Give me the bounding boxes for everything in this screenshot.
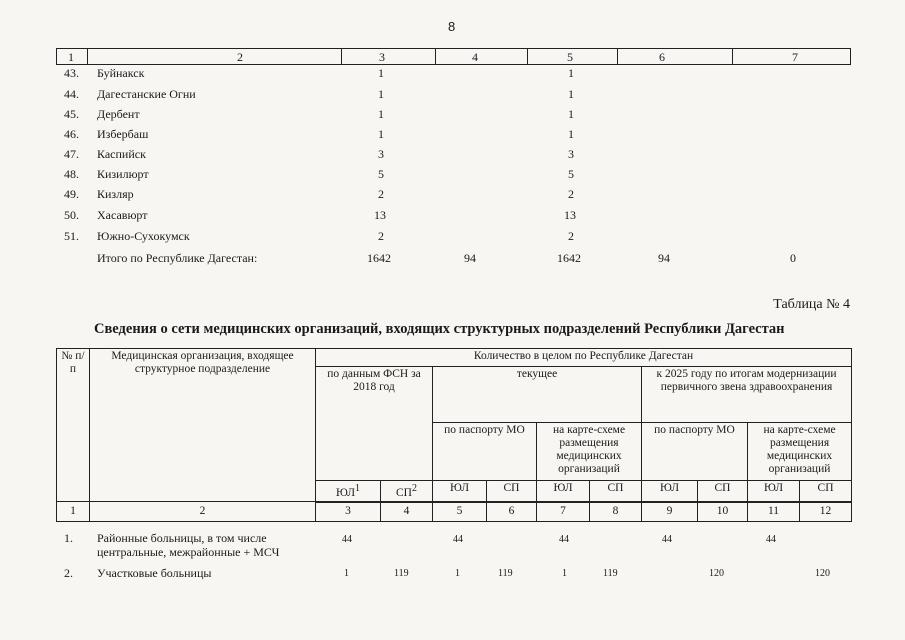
value-col7: 44	[559, 534, 569, 545]
col3-value: 1	[378, 87, 384, 101]
col-num: 12	[800, 502, 852, 522]
col3-value: 3	[378, 147, 384, 161]
col-num: 11	[748, 502, 800, 522]
col-num: 10	[698, 502, 748, 522]
table-caption: Таблица № 4	[773, 297, 850, 312]
header-current: текущее	[433, 367, 642, 423]
header-organization: Медицинская организация, входящее структурное подразделение	[90, 349, 316, 502]
col5-value: 2	[568, 187, 574, 201]
col5-value: 1	[568, 66, 574, 80]
value-col4: 119	[394, 568, 409, 579]
header-yul: ЮЛ	[537, 481, 590, 502]
table-row	[0, 187, 860, 207]
row-number: 1.	[64, 531, 73, 545]
col5-value: 2	[568, 229, 574, 243]
city-name: Южно-Сухокумск	[97, 229, 190, 243]
city-name: Хасавюрт	[97, 208, 148, 222]
value-col5: 1	[455, 568, 460, 579]
col3-value: 2	[378, 187, 384, 201]
total-col3: 1642	[367, 251, 391, 265]
organization-name: Районные больницы, в том числе центральные, межрайонные + МСЧ	[97, 531, 280, 559]
header-total: Количество в целом по Республике Дагестан	[316, 349, 852, 367]
col5-value: 5	[568, 167, 574, 181]
city-name: Избербаш	[97, 127, 149, 141]
header-sp: СП	[800, 481, 852, 502]
city-name: Буйнакск	[97, 66, 145, 80]
col5-value: 1	[568, 127, 574, 141]
t1-col-1: 1	[68, 50, 74, 64]
col3-value: 1	[378, 66, 384, 80]
col3-value: 2	[378, 229, 384, 243]
table-row	[0, 566, 860, 584]
row-number: 51.	[64, 229, 79, 243]
header-yul: ЮЛ	[748, 481, 800, 502]
organization-name: Участковые больницы	[97, 566, 212, 580]
table1-header	[56, 48, 851, 65]
value-col9: 44	[662, 534, 672, 545]
city-name: Дербент	[97, 107, 140, 121]
table-row	[0, 147, 860, 167]
total-col7: 0	[790, 251, 796, 265]
city-name: Кизляр	[97, 187, 134, 201]
row-number: 48.	[64, 167, 79, 181]
header-sp-fsn: $СП^2$	[381, 481, 433, 502]
header-passport-2025: по паспорту МО	[642, 423, 748, 481]
t1-col-2: 2	[237, 50, 243, 64]
table2	[56, 348, 852, 522]
row-number: 2.	[64, 566, 73, 580]
row-number: 50.	[64, 208, 79, 222]
city-name: Кизилюрт	[97, 167, 149, 181]
header-passport-current: по паспорту МО	[433, 423, 537, 481]
header-yul: ЮЛ	[642, 481, 698, 502]
table-row	[0, 208, 860, 228]
table-row	[0, 66, 860, 86]
header-sp: СП	[487, 481, 537, 502]
col3-value: 1	[378, 127, 384, 141]
col-num: 4	[381, 502, 433, 522]
total-col4: 94	[464, 251, 476, 265]
t1-col-6: 6	[659, 50, 665, 64]
col-num: 9	[642, 502, 698, 522]
value-col7: 1	[562, 568, 567, 579]
total-label: Итого по Республике Дагестан:	[97, 251, 258, 265]
col3-value: 1	[378, 107, 384, 121]
table-row	[0, 167, 860, 187]
total-row	[0, 251, 860, 271]
table-row	[0, 87, 860, 107]
row-number: 43.	[64, 66, 79, 80]
total-col6: 94	[658, 251, 670, 265]
col3-value: 5	[378, 167, 384, 181]
header-yul-fsn: $ЮЛ^1$	[316, 481, 381, 502]
header-yul: ЮЛ	[433, 481, 487, 502]
row-number: 46.	[64, 127, 79, 141]
col5-value: 3	[568, 147, 574, 161]
col5-value: 1	[568, 87, 574, 101]
document-title: Сведения о сети медицинских организаций, входящих структурных подразделений Республики Дагестан	[94, 321, 785, 337]
t1-col-3: 3	[379, 50, 385, 64]
col-num: 2	[90, 502, 316, 522]
header-fsn-2018: по данным ФСН за 2018 год	[316, 367, 433, 481]
value-col5: 44	[453, 534, 463, 545]
col-num: 5	[433, 502, 487, 522]
row-number: 47.	[64, 147, 79, 161]
value-col3: 44	[342, 534, 352, 545]
t1-col-7: 7	[792, 50, 798, 64]
col3-value: 13	[374, 208, 386, 222]
city-name: Дагестанские Огни	[97, 87, 196, 101]
row-number: 45.	[64, 107, 79, 121]
table-row	[0, 229, 860, 249]
column-numbers-row	[57, 502, 852, 522]
col-num: 8	[590, 502, 642, 522]
header-map-2025: на карте-схеме размещения медицинских организаций	[748, 423, 852, 481]
header-2025: к 2025 году по итогам модернизации первичного звена здравоохранения	[642, 367, 852, 423]
t1-col-5: 5	[567, 50, 573, 64]
row-number: 49.	[64, 187, 79, 201]
t1-col-4: 4	[472, 50, 478, 64]
table-row	[0, 127, 860, 147]
city-name: Каспийск	[97, 147, 146, 161]
value-col12: 120	[815, 568, 830, 579]
total-col5: 1642	[557, 251, 581, 265]
value-col8: 119	[603, 568, 618, 579]
col5-value: 13	[564, 208, 576, 222]
col-num: 6	[487, 502, 537, 522]
table-row	[0, 531, 860, 561]
value-col11: 44	[766, 534, 776, 545]
col-num: 7	[537, 502, 590, 522]
page-number: 8	[448, 19, 456, 34]
header-sp: СП	[698, 481, 748, 502]
header-map-current: на карте-схеме размещения медицинских организаций	[537, 423, 642, 481]
header-no: № п/п	[57, 349, 90, 502]
value-col6: 119	[498, 568, 513, 579]
value-col10: 120	[709, 568, 724, 579]
row-number: 44.	[64, 87, 79, 101]
col-num: 3	[316, 502, 381, 522]
col-num: 1	[57, 502, 90, 522]
header-sp: СП	[590, 481, 642, 502]
table-row	[0, 107, 860, 127]
col5-value: 1	[568, 107, 574, 121]
value-col3: 1	[344, 568, 349, 579]
